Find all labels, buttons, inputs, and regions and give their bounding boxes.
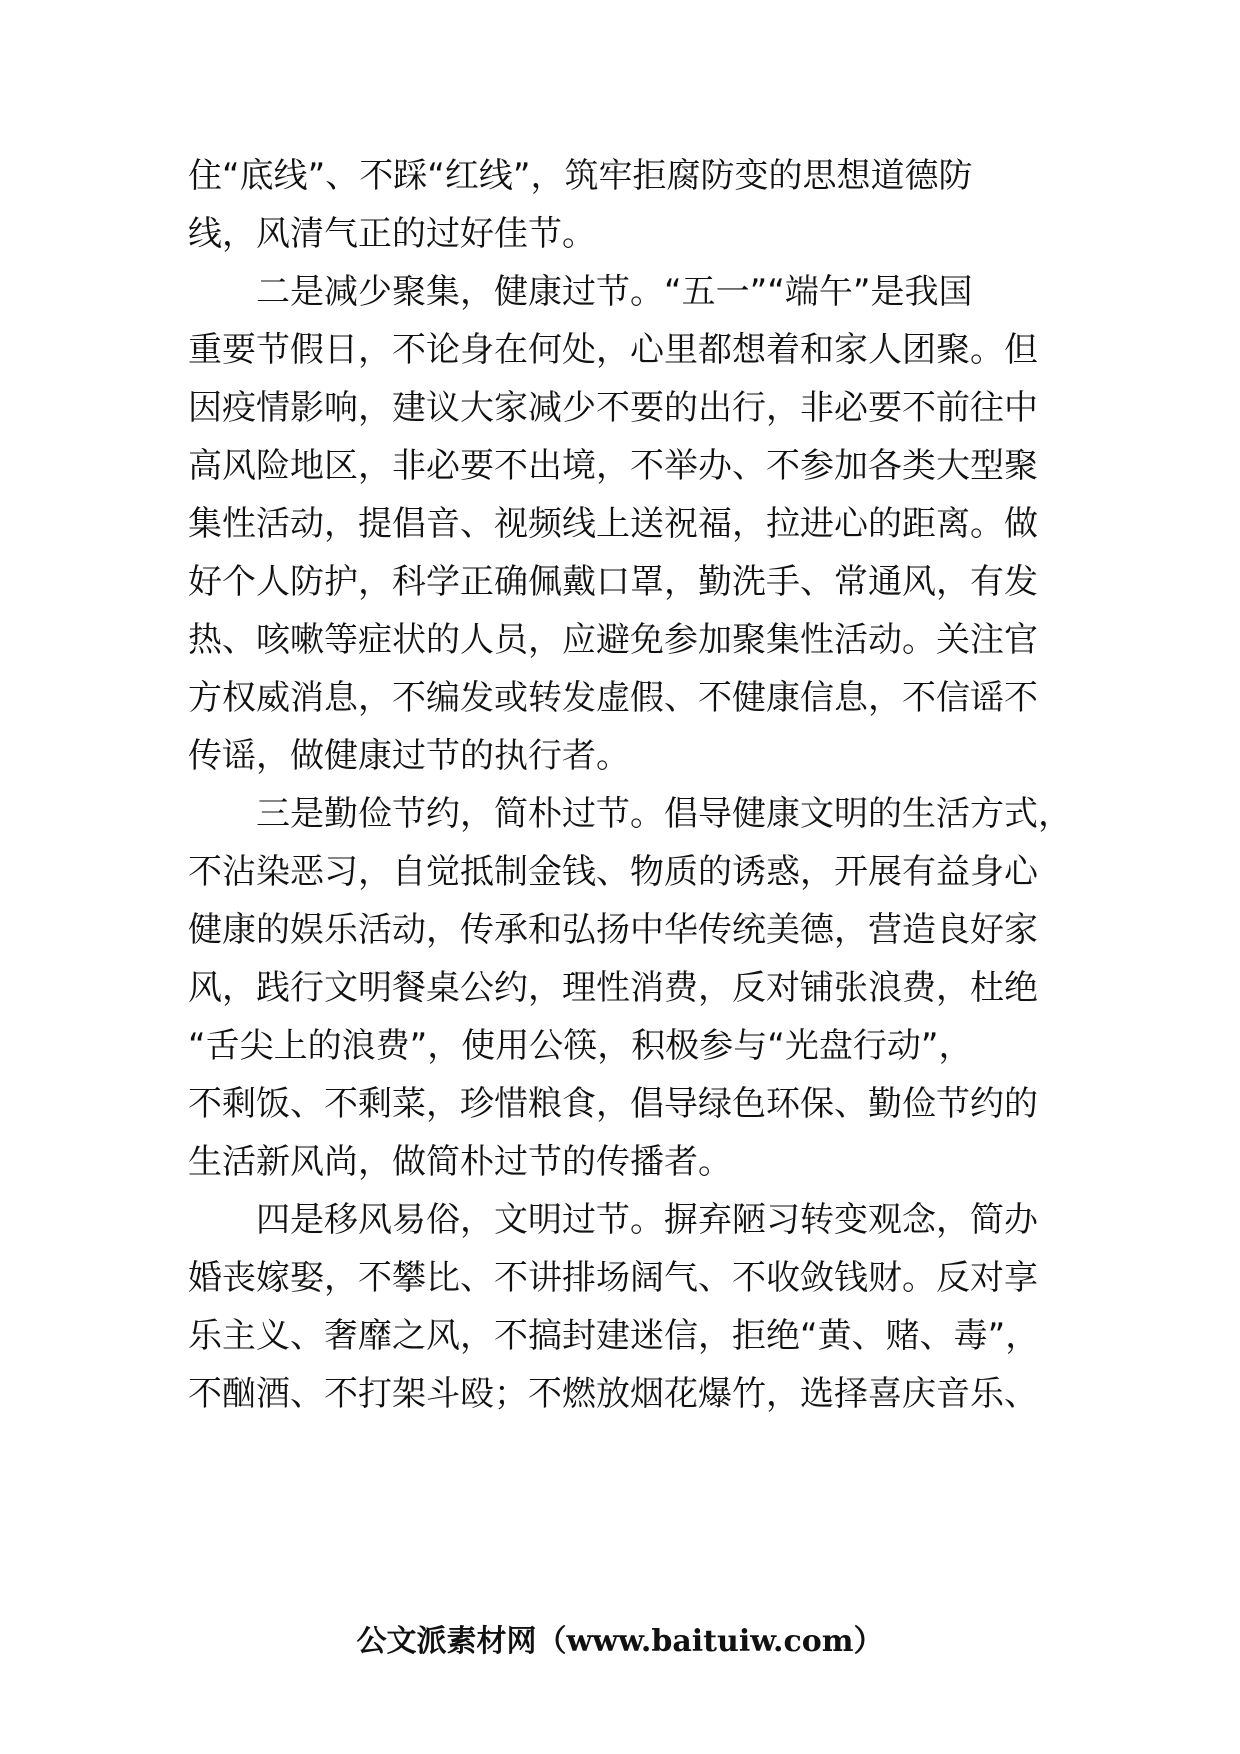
text-line: 四是移风易俗，文明过节。摒弃陋习转变观念，简办: [188, 1200, 1038, 1240]
text-line: 好个人防护，科学正确佩戴口罩，勤洗手、常通风，有发: [188, 562, 1038, 602]
text-line: 住“底线”、不踩“红线”，筑牢拒腐防变的思想道德防: [188, 156, 973, 196]
text-line: 健康的娱乐活动，传承和弘扬中华传统美德，营造良好家: [188, 910, 1038, 950]
text-line: 方权威消息，不编发或转发虚假、不健康信息，不信谣不: [188, 678, 1038, 718]
page-footer: 公文派素材网（www.baituiw.com）: [356, 1624, 884, 1659]
text-line: 不剩饭、不剩菜，珍惜粮食，倡导绿色环保、勤俭节约的: [188, 1084, 1038, 1124]
text-line: 不沾染恶习，自觉抵制金钱、物质的诱惑，开展有益身心: [188, 852, 1038, 892]
text-line: 风，践行文明餐桌公约，理性消费，反对铺张浪费，杜绝: [188, 968, 1038, 1008]
text-line: 三是勤俭节约，简朴过节。倡导健康文明的生活方式，: [188, 794, 1072, 834]
text-line: 因疫情影响，建议大家减少不要的出行，非必要不前往中: [188, 388, 1038, 428]
text-line: 二是减少聚集，健康过节。“五一”“端午”是我国: [188, 272, 973, 312]
text-line: 重要节假日，不论身在何处，心里都想着和家人团聚。但: [188, 330, 1038, 370]
text-line: 婚丧嫁娶，不攀比、不讲排场阔气、不收敛钱财。反对享: [188, 1258, 1038, 1298]
text-line: “舌尖上的浪费”，使用公筷，积极参与“光盘行动”，: [188, 1026, 973, 1066]
text-line: 不酗酒、不打架斗殴；不燃放烟花爆竹，选择喜庆音乐、: [188, 1374, 1038, 1414]
text-line: 集性活动，提倡音、视频线上送祝福，拉进心的距离。做: [188, 504, 1038, 544]
text-line: 热、咳嗽等症状的人员，应避免参加聚集性活动。关注官: [188, 620, 1038, 660]
text-line: 线，风清气正的过好佳节。: [188, 214, 596, 254]
text-line: 乐主义、奢靡之风，不搞封建迷信，拒绝“黄、赌、毒”，: [188, 1316, 1040, 1356]
text-line: 高风险地区，非必要不出境，不举办、不参加各类大型聚: [188, 446, 1038, 486]
text-line: 生活新风尚，做简朴过节的传播者。: [188, 1142, 732, 1182]
text-line: 传谣，做健康过节的执行者。: [188, 736, 630, 776]
